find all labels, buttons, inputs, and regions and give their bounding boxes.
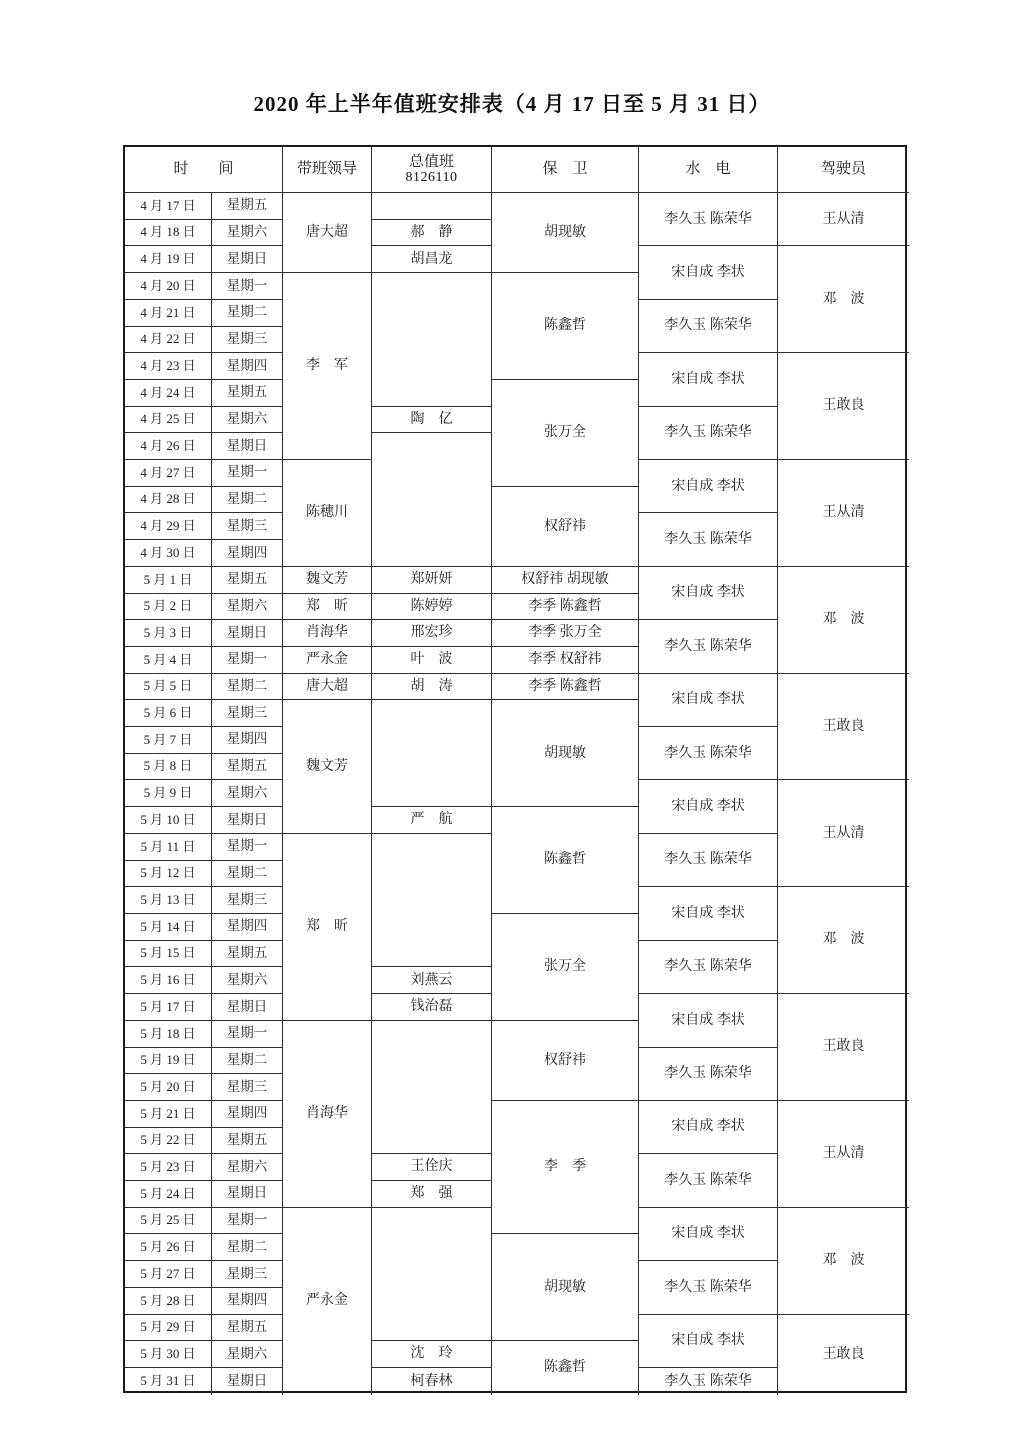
security-cell: 权舒祎 xyxy=(492,1021,639,1101)
duty-officer-cell: 郝 静 xyxy=(372,220,492,247)
date-cell: 5 月 3 日 xyxy=(125,620,212,647)
header-duty-officer-phone: 8126110 xyxy=(405,170,458,186)
date-cell: 4 月 26 日 xyxy=(125,433,212,460)
weekday-cell: 星期日 xyxy=(212,1181,283,1208)
utilities-cell: 李久玉 陈荣华 xyxy=(639,727,778,780)
security-cell: 李 季 xyxy=(492,1101,639,1235)
utilities-cell: 李久玉 陈荣华 xyxy=(639,620,778,673)
weekday-cell: 星期五 xyxy=(212,1315,283,1342)
leader-cell: 魏文芳 xyxy=(283,567,372,594)
date-cell: 5 月 15 日 xyxy=(125,941,212,968)
utilities-cell: 李久玉 陈荣华 xyxy=(639,1368,778,1395)
utilities-cell: 李久玉 陈荣华 xyxy=(639,407,778,460)
weekday-cell: 星期三 xyxy=(212,327,283,354)
date-cell: 4 月 21 日 xyxy=(125,300,212,327)
utilities-cell: 李久玉 陈荣华 xyxy=(639,1261,778,1314)
duty-officer-cell: 郑 强 xyxy=(372,1181,492,1208)
date-cell: 5 月 8 日 xyxy=(125,754,212,781)
security-cell: 李季 陈鑫哲 xyxy=(492,674,639,701)
utilities-cell: 李久玉 陈荣华 xyxy=(639,193,778,246)
security-cell: 张万全 xyxy=(492,380,639,487)
duty-officer-cell: 沈 玲 xyxy=(372,1341,492,1368)
date-cell: 5 月 1 日 xyxy=(125,567,212,594)
duty-officer-cell: 郑妍妍 xyxy=(372,567,492,594)
weekday-cell: 星期五 xyxy=(212,567,283,594)
security-cell: 胡现敏 xyxy=(492,193,639,273)
date-cell: 5 月 13 日 xyxy=(125,887,212,914)
weekday-cell: 星期日 xyxy=(212,807,283,834)
driver-cell: 邓 波 xyxy=(778,887,909,994)
leader-cell: 陈穗川 xyxy=(283,460,372,567)
weekday-cell: 星期三 xyxy=(212,887,283,914)
header-driver: 驾驶员 xyxy=(778,147,909,193)
weekday-cell: 星期一 xyxy=(212,1208,283,1235)
leader-cell: 郑 昕 xyxy=(283,594,372,621)
weekday-cell: 星期六 xyxy=(212,780,283,807)
weekday-cell: 星期日 xyxy=(212,994,283,1021)
date-cell: 5 月 31 日 xyxy=(125,1368,212,1395)
driver-cell: 王敢良 xyxy=(822,1346,865,1362)
duty-officer-cell: 陶 亿 xyxy=(372,407,492,434)
weekday-cell: 星期六 xyxy=(212,967,283,994)
leader-cell: 肖海华 xyxy=(283,620,372,647)
utilities-cell: 李久玉 陈荣华 xyxy=(639,513,778,566)
date-cell: 4 月 28 日 xyxy=(125,487,212,514)
date-cell: 4 月 18 日 xyxy=(125,220,212,247)
weekday-cell: 星期五 xyxy=(212,193,283,220)
security-cell: 李季 陈鑫哲 xyxy=(492,594,639,621)
driver-cell: 邓 波 xyxy=(778,567,909,674)
driver-cell: 王敢良 xyxy=(778,353,909,460)
duty-officer-cell: 刘燕云 xyxy=(372,967,492,994)
leader-cell: 肖海华 xyxy=(283,1021,372,1208)
date-cell: 4 月 24 日 xyxy=(125,380,212,407)
security-cell: 李季 张万全 xyxy=(492,620,639,647)
header-duty-officer-title: 总值班 xyxy=(408,153,454,170)
duty-officer-cell xyxy=(372,273,492,407)
security-cell: 权舒祎 xyxy=(492,487,639,567)
driver-cell: 王从清 xyxy=(778,460,909,567)
schedule-table xyxy=(123,145,907,1393)
driver-cell: 王从清 xyxy=(778,193,909,246)
utilities-cell: 宋自成 李状 xyxy=(639,994,778,1047)
date-cell: 5 月 20 日 xyxy=(125,1074,212,1101)
weekday-cell: 星期三 xyxy=(212,700,283,727)
weekday-cell: 星期三 xyxy=(212,1261,283,1288)
weekday-cell: 星期六 xyxy=(212,594,283,621)
duty-officer-cell: 胡 涛 xyxy=(372,674,492,701)
duty-officer-cell: 钱治磊 xyxy=(372,994,492,1021)
weekday-cell: 星期四 xyxy=(212,727,283,754)
weekday-cell: 星期一 xyxy=(212,273,283,300)
weekday-cell: 星期四 xyxy=(212,540,283,567)
weekday-cell: 星期二 xyxy=(212,861,283,888)
header-leader: 带班领导 xyxy=(283,147,372,193)
date-cell: 5 月 26 日 xyxy=(125,1234,212,1261)
utilities-cell: 李久玉 陈荣华 xyxy=(639,1048,778,1101)
leader-cell: 唐大超 xyxy=(283,193,372,273)
date-cell: 4 月 22 日 xyxy=(125,327,212,354)
security-cell: 陈鑫哲 xyxy=(492,807,639,914)
weekday-cell: 星期四 xyxy=(212,353,283,380)
header-utilities: 水 电 xyxy=(639,147,778,193)
utilities-cell: 宋自成 李状 xyxy=(639,1101,778,1154)
duty-officer-cell xyxy=(372,433,492,567)
weekday-cell: 星期三 xyxy=(212,513,283,540)
utilities-cell: 李久玉 陈荣华 xyxy=(639,1154,778,1207)
weekday-cell: 星期五 xyxy=(212,754,283,781)
weekday-cell: 星期日 xyxy=(212,246,283,273)
date-cell: 5 月 27 日 xyxy=(125,1261,212,1288)
weekday-cell: 星期日 xyxy=(212,1368,283,1395)
weekday-cell: 星期一 xyxy=(212,647,283,674)
weekday-cell: 星期五 xyxy=(212,1128,283,1155)
utilities-cell: 李久玉 陈荣华 xyxy=(639,834,778,887)
date-cell: 5 月 14 日 xyxy=(125,914,212,941)
duty-officer-cell: 胡昌龙 xyxy=(372,246,492,273)
utilities-cell: 宋自成 李状 xyxy=(639,353,778,406)
weekday-cell: 星期一 xyxy=(212,460,283,487)
weekday-cell: 星期六 xyxy=(212,1154,283,1181)
utilities-cell: 宋自成 李状 xyxy=(639,460,778,513)
leader-cell: 唐大超 xyxy=(283,674,372,701)
duty-officer-cell: 王佺庆 xyxy=(372,1154,492,1181)
date-cell: 5 月 24 日 xyxy=(125,1181,212,1208)
date-cell: 5 月 17 日 xyxy=(125,994,212,1021)
weekday-cell: 星期五 xyxy=(212,380,283,407)
utilities-cell: 宋自成 李状 xyxy=(639,887,778,940)
date-cell: 5 月 21 日 xyxy=(125,1101,212,1128)
duty-officer-cell: 邢宏珍 xyxy=(372,620,492,647)
utilities-cell: 宋自成 李状 xyxy=(639,674,778,727)
weekday-cell: 星期三 xyxy=(212,1074,283,1101)
duty-officer-cell: 陈婷婷 xyxy=(372,594,492,621)
date-cell: 5 月 10 日 xyxy=(125,807,212,834)
driver-cell: 王从清 xyxy=(778,1101,909,1208)
duty-officer-cell xyxy=(372,1208,492,1342)
duty-officer-cell xyxy=(372,193,492,220)
date-cell: 5 月 25 日 xyxy=(125,1208,212,1235)
date-cell: 4 月 20 日 xyxy=(125,273,212,300)
utilities-cell: 宋自成 李状 xyxy=(639,1208,778,1261)
utilities-cell: 宋自成 李状 xyxy=(639,1315,778,1368)
date-cell: 5 月 23 日 xyxy=(125,1154,212,1181)
security-cell: 胡现敏 xyxy=(492,1234,639,1341)
date-cell: 5 月 22 日 xyxy=(125,1128,212,1155)
driver-cell: 邓 波 xyxy=(778,1208,909,1315)
utilities-cell: 宋自成 李状 xyxy=(639,567,778,620)
leader-cell: 魏文芳 xyxy=(283,700,372,834)
security-cell: 李季 权舒祎 xyxy=(492,647,639,674)
duty-officer-cell xyxy=(372,834,492,968)
duty-officer-cell: 柯春林 xyxy=(372,1368,492,1395)
date-cell: 5 月 2 日 xyxy=(125,594,212,621)
date-cell: 4 月 30 日 xyxy=(125,540,212,567)
date-cell: 4 月 23 日 xyxy=(125,353,212,380)
security-cell: 张万全 xyxy=(492,914,639,1021)
weekday-cell: 星期六 xyxy=(212,1341,283,1368)
date-cell: 5 月 4 日 xyxy=(125,647,212,674)
security-cell: 胡现敏 xyxy=(492,700,639,807)
leader-cell: 严永金 xyxy=(283,647,372,674)
page-title: 2020 年上半年值班安排表（4 月 17 日至 5 月 31 日） xyxy=(253,92,771,116)
leader-cell: 郑 昕 xyxy=(283,834,372,1021)
driver-cell: 王从清 xyxy=(778,780,909,887)
date-cell: 5 月 5 日 xyxy=(125,674,212,701)
duty-officer-cell: 叶 波 xyxy=(372,647,492,674)
date-cell: 5 月 9 日 xyxy=(125,780,212,807)
date-cell: 5 月 7 日 xyxy=(125,727,212,754)
weekday-cell: 星期四 xyxy=(212,1101,283,1128)
security-cell: 陈鑫哲 xyxy=(492,273,639,380)
security-cell: 陈鑫哲 xyxy=(492,1341,639,1394)
duty-officer-cell xyxy=(372,1021,492,1155)
weekday-cell: 星期二 xyxy=(212,674,283,701)
date-cell: 5 月 16 日 xyxy=(125,967,212,994)
date-cell: 5 月 11 日 xyxy=(125,834,212,861)
date-cell: 4 月 19 日 xyxy=(125,246,212,273)
weekday-cell: 星期日 xyxy=(212,620,283,647)
weekday-cell: 星期一 xyxy=(212,834,283,861)
date-cell: 5 月 6 日 xyxy=(125,700,212,727)
date-cell: 4 月 27 日 xyxy=(125,460,212,487)
leader-cell: 严永金 xyxy=(283,1208,372,1395)
weekday-cell: 星期一 xyxy=(212,1021,283,1048)
date-cell: 5 月 30 日 xyxy=(125,1341,212,1368)
weekday-cell: 星期五 xyxy=(212,941,283,968)
security-cell: 权舒祎 胡现敏 xyxy=(492,567,639,594)
weekday-cell: 星期六 xyxy=(212,220,283,247)
weekday-cell: 星期日 xyxy=(212,433,283,460)
weekday-cell: 星期六 xyxy=(212,407,283,434)
header-duty-officer xyxy=(372,147,492,193)
date-cell: 4 月 29 日 xyxy=(125,513,212,540)
date-cell: 5 月 18 日 xyxy=(125,1021,212,1048)
date-cell: 5 月 12 日 xyxy=(125,861,212,888)
date-cell: 5 月 19 日 xyxy=(125,1048,212,1075)
duty-officer-cell: 严 航 xyxy=(372,807,492,834)
weekday-cell: 星期二 xyxy=(212,1234,283,1261)
driver-cell: 邓 波 xyxy=(778,246,909,353)
utilities-cell: 李久玉 陈荣华 xyxy=(639,941,778,994)
date-cell: 4 月 25 日 xyxy=(125,407,212,434)
weekday-cell: 星期四 xyxy=(212,1288,283,1315)
utilities-cell: 宋自成 李状 xyxy=(639,780,778,833)
duty-officer-cell xyxy=(372,700,492,807)
weekday-cell: 星期二 xyxy=(212,1048,283,1075)
driver-cell: 王敢良 xyxy=(778,674,909,781)
driver-cell: 王敢良 xyxy=(778,994,909,1101)
utilities-cell: 李久玉 陈荣华 xyxy=(639,300,778,353)
leader-cell: 李 军 xyxy=(283,273,372,460)
weekday-cell: 星期二 xyxy=(212,487,283,514)
header-time: 时 间 xyxy=(125,147,283,193)
weekday-cell: 星期二 xyxy=(212,300,283,327)
utilities-cell: 宋自成 李状 xyxy=(639,246,778,299)
date-cell: 5 月 28 日 xyxy=(125,1288,212,1315)
weekday-cell: 星期四 xyxy=(212,914,283,941)
header-security: 保 卫 xyxy=(492,147,639,193)
date-cell: 4 月 17 日 xyxy=(125,193,212,220)
date-cell: 5 月 29 日 xyxy=(125,1315,212,1342)
